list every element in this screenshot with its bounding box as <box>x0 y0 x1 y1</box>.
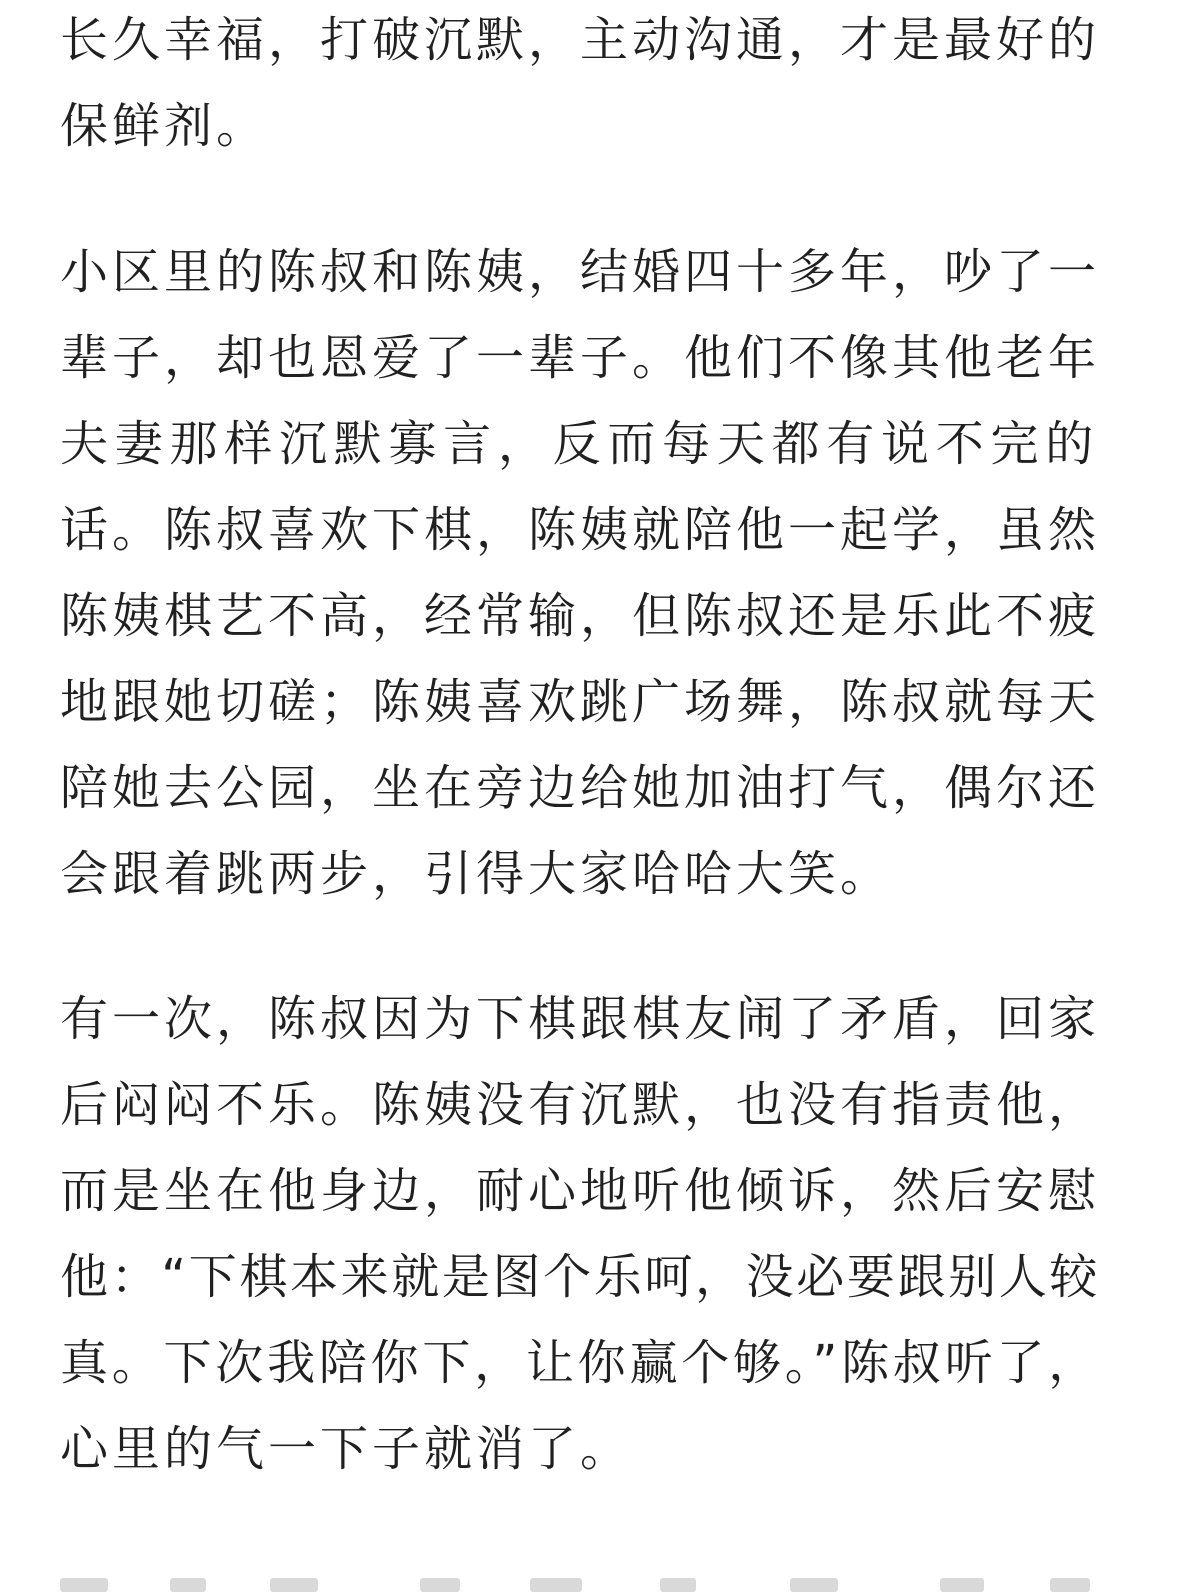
paragraph-3-line-1: 有一次，陈叔因为下棋跟棋友闹了矛盾，回家 <box>60 991 1100 1047</box>
cut-glyph-tops <box>660 1578 696 1592</box>
paragraph-2-line-6: 地跟她切磋；陈姨喜欢跳广场舞，陈叔就每天 <box>60 674 1100 730</box>
paragraph-3-line-5: 真。下次我陪你下，让你赢个够。”陈叔听了， <box>60 1335 1100 1391</box>
paragraph-2-line-5: 陈姨棋艺不高，经常输，但陈叔还是乐此不疲 <box>60 588 1100 644</box>
paragraph-2-line-3: 夫妻那样沉默寡言，反而每天都有说不完的 <box>60 416 1100 472</box>
paragraph-3-line-6: 心里的气一下子就消了。 <box>60 1421 633 1477</box>
cut-glyph-tops <box>940 1578 984 1592</box>
cut-glyph-tops <box>170 1578 206 1592</box>
paragraph-2-line-7: 陪她去公园，坐在旁边给她加油打气，偶尔还 <box>60 760 1100 816</box>
paragraph-3-line-2: 后闷闷不乐。陈姨没有沉默，也没有指责他， <box>60 1077 1100 1133</box>
cut-glyph-tops <box>530 1578 582 1592</box>
paragraph-1-line-2: 保鲜剂。 <box>60 98 269 154</box>
paragraph-1-line-1: 长久幸福，打破沉默，主动沟通，才是最好的 <box>60 12 1100 68</box>
paragraph-3-line-3: 而是坐在他身边，耐心地听他倾诉，然后安慰 <box>60 1163 1100 1219</box>
paragraph-2-line-4: 话。陈叔喜欢下棋，陈姨就陪他一起学，虽然 <box>60 502 1100 558</box>
truncated-next-line <box>60 1560 1100 1592</box>
cut-glyph-tops <box>270 1578 318 1592</box>
paragraph-2-line-2: 辈子，却也恩爱了一辈子。他们不像其他老年 <box>60 330 1100 386</box>
cut-glyph-tops <box>420 1578 460 1592</box>
paragraph-2-line-1: 小区里的陈叔和陈姨，结婚四十多年，吵了一 <box>60 244 1100 300</box>
cut-glyph-tops <box>790 1578 838 1592</box>
cut-glyph-tops <box>1050 1578 1090 1592</box>
paragraph-2-line-8: 会跟着跳两步，引得大家哈哈大笑。 <box>60 846 893 902</box>
paragraph-3-line-4: 他：“下棋本来就是图个乐呵，没必要跟别人较 <box>60 1249 1100 1305</box>
cut-glyph-tops <box>60 1578 108 1592</box>
